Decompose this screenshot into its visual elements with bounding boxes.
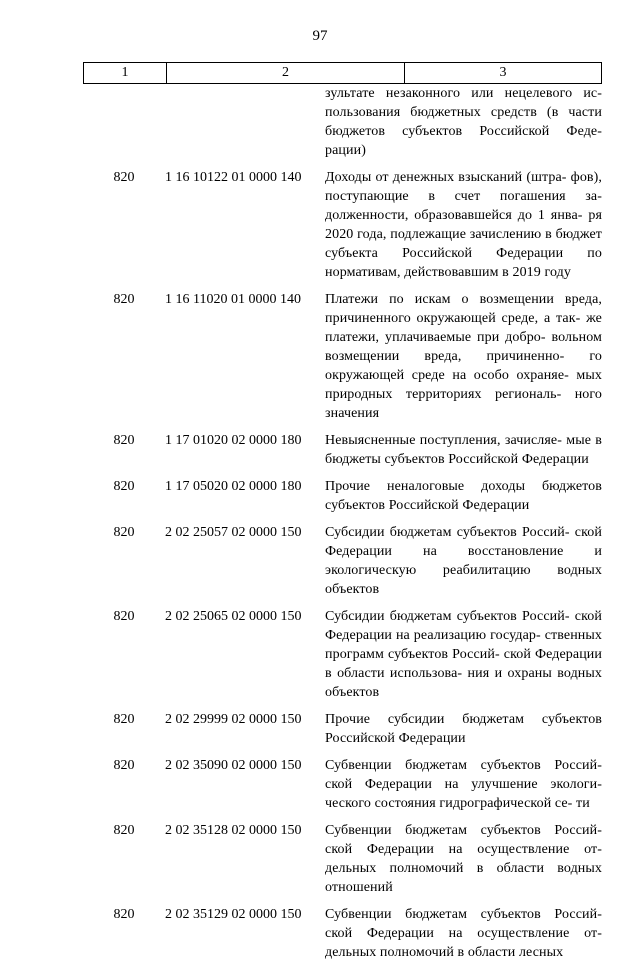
budget-code-cell bbox=[165, 523, 325, 599]
table-row bbox=[83, 168, 602, 282]
description-cell: Платежи по искам о возмещении вреда, причиненного окружающей среде, а так- же платежи, уплачиваемые при добро- вольном возмещении вреда, причиненно- го окружающей среде на особо охраняе- мых природных территориях региональ- ного значения bbox=[325, 292, 602, 421]
table-row bbox=[83, 523, 602, 599]
budget-code-cell bbox=[165, 431, 325, 469]
description-cell: Прочие неналоговые доходы бюджетов субъектов Российской Федерации bbox=[325, 479, 602, 513]
admin-code-cell: 820 bbox=[113, 433, 135, 448]
table-row bbox=[83, 607, 602, 702]
budget-code: 1 16 10122 01 0000 140 bbox=[165, 170, 302, 185]
budget-code: 2 02 25065 02 0000 150 bbox=[165, 609, 302, 624]
admin-cell bbox=[83, 84, 165, 160]
description-cell: Прочие субсидии бюджетам субъектов Российской Федерации bbox=[325, 712, 602, 746]
table-row bbox=[83, 477, 602, 515]
header-col-3: 3 bbox=[499, 65, 507, 80]
table-row-continuation bbox=[83, 84, 602, 160]
budget-code: 2 02 35128 02 0000 150 bbox=[165, 823, 302, 838]
code-cell bbox=[165, 84, 325, 160]
budget-code: 2 02 35129 02 0000 150 bbox=[165, 907, 302, 922]
budget-code-cell bbox=[165, 905, 325, 962]
admin-code-cell: 820 bbox=[113, 823, 135, 838]
table-row bbox=[83, 821, 602, 897]
description-cell: Субсидии бюджетам субъектов Россий- ской Федерации на реализацию государ- ственных программ субъектов Россий- ской Федерации в области использова- ния и охраны водных объектов bbox=[325, 609, 602, 700]
description-cell: Невыясненные поступления, зачисляе- мые в бюджеты субъектов Российской Федерации bbox=[325, 433, 602, 467]
admin-code-cell: 820 bbox=[113, 712, 135, 727]
budget-code: 2 02 35090 02 0000 150 bbox=[165, 758, 302, 773]
budget-code-cell bbox=[165, 756, 325, 813]
admin-code-cell: 820 bbox=[113, 170, 135, 185]
table-row bbox=[83, 710, 602, 748]
header-col-1: 1 bbox=[84, 63, 167, 83]
admin-code-cell: 820 bbox=[113, 525, 135, 540]
table-body bbox=[83, 84, 602, 970]
admin-code-cell: 820 bbox=[113, 609, 135, 624]
budget-code-cell bbox=[165, 168, 325, 282]
budget-code-cell bbox=[165, 821, 325, 897]
table-row bbox=[83, 431, 602, 469]
admin-code-cell: 820 bbox=[113, 907, 135, 922]
table-header bbox=[83, 62, 602, 84]
budget-code: 2 02 29999 02 0000 150 bbox=[165, 712, 302, 727]
table-row bbox=[83, 756, 602, 813]
budget-code-cell bbox=[165, 290, 325, 423]
description-cell: зультате незаконного или нецелевого ис- пользования бюджетных средств (в части бюджетов субъектов Российской Феде- рации) bbox=[325, 86, 602, 158]
description-cell: Субвенции бюджетам субъектов Россий- ской Федерации на осуществление от- дельных полномочий в области водных отношений bbox=[325, 823, 602, 895]
budget-code-cell bbox=[165, 477, 325, 515]
budget-code: 2 02 25057 02 0000 150 bbox=[165, 525, 302, 540]
table-row bbox=[83, 290, 602, 423]
description-cell: Субвенции бюджетам субъектов Россий- ской Федерации на улучшение экологи- ческого состояния гидрографической се- ти bbox=[325, 758, 602, 811]
admin-code-cell: 820 bbox=[113, 292, 135, 307]
budget-code: 1 17 05020 02 0000 180 bbox=[165, 479, 302, 494]
budget-code: 1 16 11020 01 0000 140 bbox=[165, 292, 301, 307]
budget-code-cell bbox=[165, 607, 325, 702]
admin-code-cell: 820 bbox=[113, 479, 135, 494]
header-col-2: 2 bbox=[167, 63, 405, 83]
budget-code-cell bbox=[165, 710, 325, 748]
description-cell: Доходы от денежных взысканий (штра- фов), поступающие в счет погашения за- долженности, образовавшейся до 1 янва- ря 2020 года, подлежащие зачислению в бюджет субъекта Российской Федерации по нормативам, действовавшим в 2019 году bbox=[325, 170, 602, 280]
budget-code: 1 17 01020 02 0000 180 bbox=[165, 433, 302, 448]
admin-code-cell: 820 bbox=[113, 758, 135, 773]
description-cell: Субвенции бюджетам субъектов Россий- ской Федерации на осуществление от- дельных полномочий в области лесных bbox=[325, 907, 602, 960]
table-row bbox=[83, 905, 602, 962]
page-number: 97 bbox=[312, 28, 328, 44]
description-cell: Субсидии бюджетам субъектов Россий- ской Федерации на восстановление и экологическую реабилитацию водных объектов bbox=[325, 525, 602, 597]
